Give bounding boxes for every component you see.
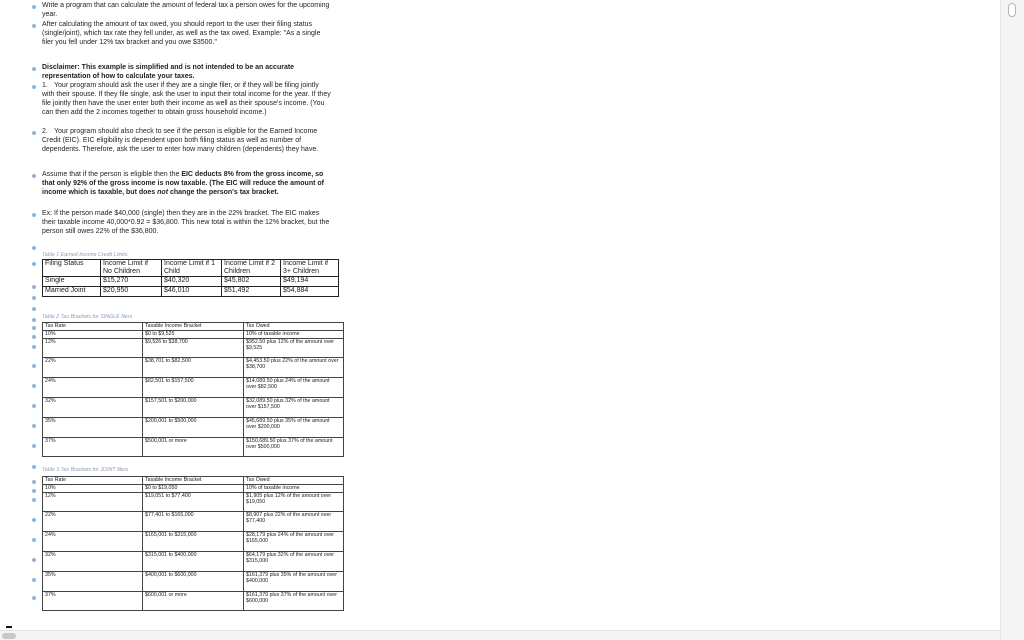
table-cell: $82,501 to $157,500 — [143, 378, 244, 398]
instruction-filing-status — [42, 82, 332, 118]
table-cell: $54,884 — [281, 287, 339, 297]
bullet-dot-icon — [32, 384, 36, 388]
table-cell: $500,001 or more — [143, 438, 244, 457]
table-cell: Single — [43, 277, 101, 287]
table-cell: $1,905 plus 12% of the amount over $19,050 — [244, 493, 344, 512]
table-cell: 10% — [43, 485, 143, 493]
table-cell: $0 to $19,050 — [143, 485, 244, 493]
bullet-dot-icon — [32, 285, 36, 289]
eic-text-b: EIC deducts 8% from the gross income, so that only 92% of the gross income is now taxable. (The EIC will reduce the amount of income which is taxable, but does — [42, 171, 324, 196]
scrollbar-thumb[interactable] — [1008, 3, 1016, 17]
table-row — [43, 339, 344, 358]
step-number: 2. — [42, 128, 48, 135]
eic-text-not: not — [157, 188, 169, 196]
table-cell: 35% — [43, 572, 143, 592]
table-cell: $32,089.50 plus 32% of the amount over $157,500 — [244, 398, 344, 418]
table-row — [43, 287, 339, 297]
bullet-dot-icon — [32, 131, 36, 135]
step-text: Your program should ask the user if they are a single filer, or if they will be filing jointly with their spouse. If they file single, ask the user to input their total income for the year. If they file jointly then have the user enter both their income as well as their spouse's income. (You can then add the 2 incomes together to obtain gross household income.) — [42, 82, 331, 116]
table-row — [43, 398, 344, 418]
table-row — [43, 592, 344, 611]
bullet-dot-icon — [32, 518, 36, 522]
table-row — [43, 331, 344, 339]
bullet-dot-icon — [32, 465, 36, 469]
table-row — [43, 552, 344, 572]
bullet-dot-icon — [32, 345, 36, 349]
table-cell: $40,320 — [162, 277, 222, 287]
table-row — [43, 358, 344, 378]
bullet-dot-icon — [32, 424, 36, 428]
table-cell: $51,492 — [222, 287, 281, 297]
header-cell: Tax Owed — [244, 323, 344, 331]
table-row — [43, 493, 344, 512]
bullet-dot-icon — [32, 24, 36, 28]
table-cell: $46,010 — [162, 287, 222, 297]
header-cell: Tax Owed — [244, 477, 344, 485]
table-cell: 22% — [43, 358, 143, 378]
bullet-dot-icon — [32, 85, 36, 89]
table-row — [43, 438, 344, 457]
bullet-dot-icon — [32, 404, 36, 408]
header-cell: Income Limit if 3+ Children — [281, 260, 339, 277]
table-3-caption: Table 3 Tax Brackets for JOINT filers — [42, 467, 129, 473]
bullet-dot-icon — [32, 489, 36, 493]
table-cell: $19,051 to $77,400 — [143, 493, 244, 512]
table-cell: $161,379 plus 35% of the amount over $400,000 — [244, 572, 344, 592]
table-cell: 24% — [43, 532, 143, 552]
header-cell: Income Limit if 2 Children — [222, 260, 281, 277]
bullet-dot-icon — [32, 246, 36, 250]
table-cell: $0 to $9,525 — [143, 331, 244, 339]
table-row — [43, 418, 344, 438]
table-cell: 10% of taxable income — [244, 331, 344, 339]
table-cell: $38,701 to $82,500 — [143, 358, 244, 378]
bullet-dot-icon — [32, 596, 36, 600]
table-cell: $150,689.50 plus 37% of the amount over $500,000 — [244, 438, 344, 457]
table-cell: $28,179 plus 24% of the amount over $165,000 — [244, 532, 344, 552]
header-cell: Tax Rate — [43, 323, 143, 331]
table-cell: 22% — [43, 512, 143, 532]
table-row — [43, 485, 344, 493]
bullet-dot-icon — [32, 498, 36, 502]
table-cell: $49,194 — [281, 277, 339, 287]
bullet-dot-icon — [32, 444, 36, 448]
table-row — [43, 572, 344, 592]
table-cell: $200,001 to $500,000 — [143, 418, 244, 438]
eic-text-a: Assume that if the person is eligible then the — [42, 171, 182, 178]
header-cell: Income Limit if No Children — [101, 260, 162, 277]
table-cell: 10% of taxable income — [244, 485, 344, 493]
bullet-dot-icon — [32, 262, 36, 266]
bullet-dot-icon — [32, 335, 36, 339]
horizontal-scrollbar-thumb[interactable] — [2, 633, 16, 639]
bullet-dot-icon — [32, 578, 36, 582]
table-2-caption: Table 2 Tax Brackets for SINGLE filers — [42, 314, 133, 320]
step-text: Your program should also check to see if the person is eligible for the Earned Income Credit (EIC). EIC eligibility is dependent upon both filing status as well as number of dependents. Therefore, ask the user to enter how many children (dependents) they have. — [42, 128, 319, 153]
table-cell: $9,526 to $38,700 — [143, 339, 244, 358]
table-cell: $4,453.50 plus 22% of the amount over $38,700 — [244, 358, 344, 378]
joint-brackets-table — [42, 476, 344, 611]
header-cell: Taxable Income Bracket — [143, 323, 244, 331]
table-cell: 37% — [43, 592, 143, 611]
table-1-caption: Table 1 Earned Income Credit Limits — [42, 252, 128, 258]
table-row — [43, 512, 344, 532]
header-cell: Tax Rate — [43, 477, 143, 485]
table-cell: 32% — [43, 552, 143, 572]
table-cell: $161,379 plus 37% of the amount over $600,000 — [244, 592, 344, 611]
bullet-dot-icon — [32, 307, 36, 311]
table-cell: 32% — [43, 398, 143, 418]
bullet-dot-icon — [32, 558, 36, 562]
table-cell: $77,401 to $165,000 — [143, 512, 244, 532]
bullet-dot-icon — [32, 480, 36, 484]
text-cursor-icon — [6, 626, 12, 628]
table-cell: $20,950 — [101, 287, 162, 297]
table-cell: 12% — [43, 493, 143, 512]
eic-limits-table — [42, 259, 339, 297]
table-cell: $45,802 — [222, 277, 281, 287]
table-cell: 24% — [43, 378, 143, 398]
table-cell: $600,001 or more — [143, 592, 244, 611]
table-cell: $157,501 to $200,000 — [143, 398, 244, 418]
bullet-dot-icon — [32, 67, 36, 71]
table-cell: $952.50 plus 12% of the amount over $9,525 — [244, 339, 344, 358]
table-cell: 37% — [43, 438, 143, 457]
table-cell: $45,689.50 plus 35% of the amount over $200,000 — [244, 418, 344, 438]
table-cell: $14,089.50 plus 24% of the amount over $82,500 — [244, 378, 344, 398]
table-cell: $64,179 plus 32% of the amount over $315,000 — [244, 552, 344, 572]
horizontal-scrollbar[interactable] — [0, 630, 1000, 640]
table-header-row — [43, 323, 344, 331]
single-brackets-table — [42, 322, 344, 457]
step-number: 1. — [42, 82, 48, 89]
table-header-row — [43, 260, 339, 277]
bullet-dot-icon — [32, 538, 36, 542]
instruction-write-program: Write a program that can calculate the amount of federal tax a person owes for the upcoming year. — [42, 2, 330, 18]
disclaimer: Disclaimer: This example is simplified and is not intended to be an accurate representation of how to calculate your taxes. — [42, 64, 295, 80]
bullet-dot-icon — [32, 5, 36, 9]
table-cell: 35% — [43, 418, 143, 438]
table-cell: $400,001 to $600,000 — [143, 572, 244, 592]
table-header-row — [43, 477, 344, 485]
table-cell: $165,001 to $315,000 — [143, 532, 244, 552]
table-cell: 12% — [43, 339, 143, 358]
table-cell: $15,270 — [101, 277, 162, 287]
instruction-eic-check — [42, 128, 332, 155]
bullet-dot-icon — [32, 326, 36, 330]
bullet-dot-icon — [32, 296, 36, 300]
table-cell: $315,001 to $400,000 — [143, 552, 244, 572]
table-cell: Married Joint — [43, 287, 101, 297]
instruction-example: Ex: If the person made $40,000 (single) then they are in the 22% bracket. The EIC makes their taxable income 40,000*0.92 = $36,800. This new total is within the 12% bracket, but the person still owes 22% of the $36,800. — [42, 210, 330, 235]
bullet-dot-icon — [32, 364, 36, 368]
table-cell: $8,907 plus 22% of the amount over $77,400 — [244, 512, 344, 532]
eic-text-d: change the person's tax bracket. — [168, 188, 279, 196]
header-cell: Income Limit if 1 Child — [162, 260, 222, 277]
table-row — [43, 378, 344, 398]
bullet-dot-icon — [32, 174, 36, 178]
header-cell: Filing Status — [43, 260, 101, 277]
header-cell: Taxable Income Bracket — [143, 477, 244, 485]
table-cell: 10% — [43, 331, 143, 339]
bullet-dot-icon — [32, 318, 36, 322]
instruction-report-result: After calculating the amount of tax owed, you should report to the user their filing status (single/joint), which tax rate they fell under, as well as the tax owed. Example: "As a single filer you fell under 12% tax bracket and you owe $3500." — [42, 21, 321, 46]
instruction-eic-deduction — [42, 171, 332, 198]
bullet-dot-icon — [32, 213, 36, 217]
table-row — [43, 277, 339, 287]
vertical-scrollbar[interactable] — [1000, 0, 1024, 640]
table-row — [43, 532, 344, 552]
